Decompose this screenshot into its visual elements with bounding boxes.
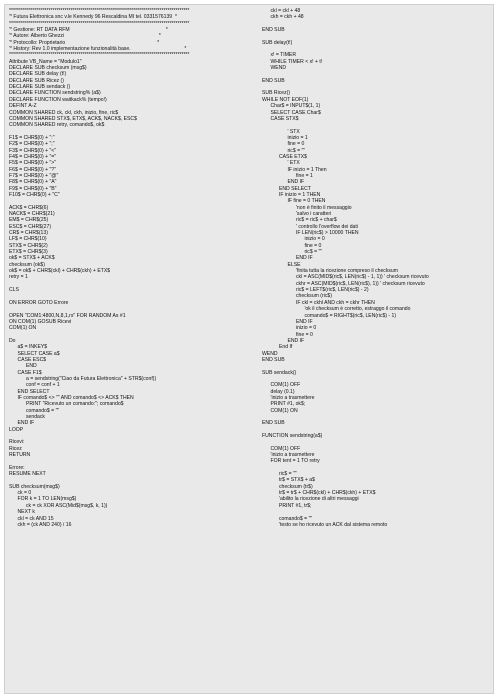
code-line: CASE ESC$ (9, 356, 47, 363)
code-line: FUNCTION sendstring(a$) (262, 433, 323, 440)
code-line: CR$ = CHR$(13) (9, 230, 48, 237)
code-line: LF$ = CHR$(10) (9, 236, 47, 243)
code-line: inizio = 0 (262, 236, 325, 243)
code-line: END SUB (262, 420, 285, 427)
left-code-column (9, 8, 259, 692)
code-line: ckhr = ASC(MID$(ric$, LEN(ric$), 1)) ' checksum ricevuto (262, 280, 425, 287)
code-line: PRINT #1, ok$; (262, 401, 306, 408)
code-line: IF inizio = 1 Then (262, 166, 327, 173)
code-line: a$ = INKEY$ (9, 344, 48, 351)
code-line: F10$ = CHR$(0) + "C" (9, 191, 60, 198)
code-line: SELECT CASE a$ (9, 350, 60, 357)
code-line: Errore: (9, 464, 25, 471)
code-line: 'inizio a trasmettere (262, 394, 315, 401)
code-line: Do (9, 337, 16, 344)
code-line: ' ETX (262, 160, 300, 167)
code-line: ' STX (262, 128, 300, 135)
code-line: ckl = ck AND 15 (9, 515, 54, 522)
code-line: IF inizio = 1 THEN (262, 191, 321, 198)
code-line: checksum (ok$) (9, 261, 45, 268)
code-line: 'non è finito il messaggio (262, 204, 352, 211)
code-line: fine = 0 (262, 141, 305, 148)
code-line: Ricevi: (9, 439, 25, 446)
code-line: 'salvo i caratteri (262, 211, 332, 217)
code-line: ckh = (ck AND 240) / 16 (9, 521, 72, 528)
code-line: tr$ = STX$ + a$ (262, 477, 315, 484)
code-line: ******************************************************************************************* (9, 8, 190, 14)
code-line: ESC$ = CHR$(27) (9, 223, 52, 230)
code-line: ON ERROR GOTO Errore (9, 299, 69, 306)
code-line: DECLARE SUB sendack () (9, 84, 71, 91)
code-line: 'finita tutta la ricezione compreso il checksum (262, 268, 399, 275)
code-line: ACK$ = CHR$(6) (9, 204, 49, 211)
code-line: WHILE NOT EOF(1) (262, 96, 309, 103)
code-line: DEFINT A-Z (9, 103, 37, 110)
code-line: '* Gestione: RT DATA RFM * (9, 27, 168, 34)
code-line: comando$ = "" (9, 407, 60, 414)
code-line: DECLARE FUNCTION sendstring% (a$) (9, 90, 101, 97)
right-code-column (262, 8, 490, 692)
code-line: F8$ = CHR$(0) + "A" (9, 179, 57, 186)
code-line: DECLARE SUB Ricez () (9, 77, 64, 84)
code-line: COM(1) ON (262, 407, 298, 414)
code-line: ******************************************************************************************* (9, 20, 190, 27)
code-line: fine = 0 (262, 331, 313, 338)
code-line: ETX$ = CHR$(3) (9, 249, 48, 256)
code-line: NACK$ = CHR$(21) (9, 211, 55, 217)
code-line: conf = conf + 1 (9, 382, 60, 389)
code-line: END IF (262, 337, 305, 344)
code-line: END SUB (262, 27, 285, 34)
code-line: SELECT CASE Char$ (262, 109, 321, 116)
code-line: WEND (262, 65, 287, 72)
code-line: WEND (262, 350, 278, 357)
code-line: F3$ = CHR$(0) + "<" (9, 147, 57, 154)
code-line: END SELECT (9, 388, 50, 395)
code-line: '* Futura Elettronica snc v.le Kennedy 96 Rescaldina MI tel. 0331576139 * (9, 14, 177, 21)
code-line: END SUB (262, 77, 285, 84)
code-line: inizio = 1 (262, 134, 308, 141)
code-line: DECLARE SUB checksum (msg$) (9, 65, 87, 72)
code-line: ric$ = "" (262, 471, 297, 478)
code-line: WHILE TIMER < x! + t! (262, 58, 323, 65)
code-line: F7$ = CHR$(0) + "@" (9, 172, 59, 179)
code-line: SUB Ricez() (262, 90, 291, 97)
code-line: CASE F1$ (9, 369, 42, 376)
code-line: ok$ = STX$ + ACK$ (9, 255, 55, 262)
code-line: DECLARE FUNCTION waitkack% (tempo!) (9, 96, 107, 103)
code-line: fine = 1 (262, 172, 313, 179)
code-line: COMMON SHARED retry, comando$, ok$ (9, 122, 105, 129)
code-line: OPEN "COM1:4800,N,8,1,rs" FOR RANDOM As #1 (9, 312, 126, 319)
code-line: COM(1) OFF (262, 382, 301, 389)
code-line: IF LEN(ric$) > 10000 THEN (262, 230, 359, 237)
code-line: F4$ = CHR$(0) + "=" (9, 153, 57, 160)
code-line: CASE STX$ (262, 115, 299, 122)
code-line: '* Autore: Alberto Ghezzi * (9, 33, 161, 40)
code-line: END (9, 363, 37, 370)
code-line: ck = 0 (9, 490, 32, 497)
code-line: END IF (262, 255, 313, 262)
code-line: IF comando$ <> "" AND comando$ <> ACK$ THEN (9, 394, 134, 401)
code-line: NEXT k (9, 509, 35, 516)
code-line: STX$ = CHR$(2) (9, 242, 48, 249)
code-line: sendack (9, 414, 45, 420)
code-line: COMMON SHARED STX$, ETX$, ACK$, NACK$, ESC$ (9, 115, 137, 122)
code-line: ON COM(1) GOSUB Ricevi (9, 318, 72, 325)
code-line: ckl = ASC(MID$(ric$, LEN(ric$) - 1, 1)) ' checksum ricevuto (262, 274, 429, 281)
code-listing-page (4, 4, 494, 694)
code-line: IF fine = 0 THEN (262, 198, 326, 205)
code-line: fine = 0 (262, 242, 322, 249)
code-line: delay (0.1) (262, 388, 295, 395)
code-line: PRINT "Ricevuto un comando:"; comando$ (9, 401, 124, 408)
code-line: comando$ = RIGHT$(ric$, LEN(ric$) - 1) (262, 312, 397, 319)
code-line: ELSE (262, 261, 301, 268)
code-line: x! = TIMER (262, 52, 297, 59)
code-line: F2$ = CHR$(0) + ";" (9, 141, 55, 148)
code-line: checksum (ric$) (262, 293, 332, 300)
code-line: Char$ = INPUT$(1, 1) (262, 103, 321, 110)
code-line: 'ok il checksum è corretto, estraggo il comando (262, 306, 411, 313)
code-line: ckl = ckl + 48 (262, 8, 301, 14)
code-line: ric$ = ric$ + char$ (262, 217, 337, 224)
code-line: SUB checksum(msg$) (9, 483, 60, 490)
code-line: PRINT #1, tr$; (262, 502, 312, 509)
code-line: SUB delay(t!) (262, 39, 293, 46)
code-line: 'inizio a trasmettere (262, 452, 315, 459)
code-line: RESUME NEXT (9, 471, 46, 478)
code-line: a = sendstring("Ciao da Futura Elettronica" + STR$(conf)) (9, 375, 157, 382)
code-line: COM(1) ON (9, 325, 37, 332)
code-line: IF ckl = ckhl AND ckh = ckhr THEN (262, 299, 375, 306)
code-line: ric$ = "" (262, 249, 323, 256)
code-line: END IF (9, 420, 35, 427)
code-line: checksum (tr$) (262, 483, 313, 490)
code-line: ******************************************************************************************* (9, 52, 190, 59)
code-line: END IF (262, 179, 305, 186)
code-line: DECLARE SUB delay (t!) (9, 71, 67, 78)
code-line: FOR tent = 1 TO retry (262, 458, 320, 465)
code-line: inizio = 0 (262, 325, 317, 332)
code-line: SUB sendack() (262, 369, 297, 376)
code-line: FOR k = 1 TO LEN(msg$) (9, 496, 77, 503)
code-line: END SUB (262, 356, 285, 363)
code-line: ric$ = LEFT$(ric$, LEN(ric$) - 2) (262, 287, 369, 294)
code-line: RETURN (9, 452, 31, 459)
code-line: ckh = ckh + 48 (262, 14, 304, 21)
code-line: EM$ = CHR$(25) (9, 217, 49, 224)
code-line: END IF (262, 318, 313, 325)
code-line: ' controllo l'overflow dei dati (262, 223, 358, 230)
code-line: Attribute VB_Name = "Modulo1" (9, 58, 82, 65)
code-line: 'testo se ho ricevuto un ACK dal sistema remoto (262, 521, 388, 528)
code-line: COM(1) OFF (262, 445, 301, 452)
code-line: F9$ = CHR$(0) + "B" (9, 185, 57, 192)
code-line: comando$ = "" (262, 515, 313, 522)
code-line: CLS (9, 287, 19, 294)
code-line: '* Protocollo: Proprietario * (9, 39, 160, 46)
code-line: Ricez (9, 445, 22, 452)
code-line: COMMON SHARED ck, ckl, ckh, inizio, fine, ric$ (9, 109, 119, 116)
code-line: F5$ = CHR$(0) + ">" (9, 160, 57, 167)
code-line: retry = 1 (9, 274, 28, 281)
code-line: tr$ = tr$ + CHR$(ckl) + CHR$(ckh) + ETX$ (262, 490, 376, 497)
code-line: ric$ = "" (262, 147, 306, 154)
code-line: F1$ = CHR$(0) + ":" (9, 134, 55, 141)
code-line: ck = ck XOR ASC(Mid$(msg$, k, 1)) (9, 502, 108, 509)
code-line: CASE ETX$ (262, 153, 308, 160)
code-line: '* History: Rev 1.0 implementazione funzionalità base. * (9, 46, 187, 53)
code-line: ok$ = ok$ + CHR$(ckl) + CHR$(ckh) + ETX$ (9, 268, 111, 275)
code-line: End If (262, 344, 293, 351)
code-line: 'abilito la ricezione di altri messaggi (262, 496, 359, 503)
code-line: F6$ = CHR$(0) + "?" (9, 166, 56, 173)
code-line: LOOP (9, 426, 24, 433)
code-line: END SELECT (262, 185, 311, 192)
